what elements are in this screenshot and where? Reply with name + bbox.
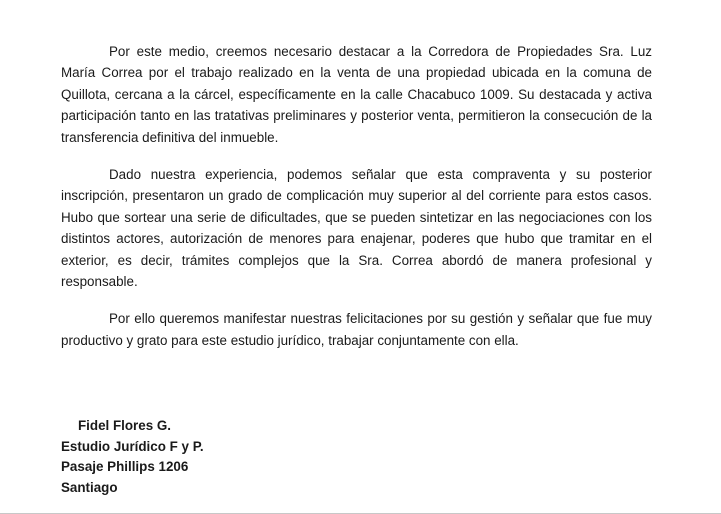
signature-firm: Estudio Jurídico F y P. [61,438,204,454]
paragraph-closing: Por ello queremos manifestar nuestras felicitaciones por su gestión y señalar que fue muy productivo y grato para este estudio jurídico, trabajar conjuntamente con ella. [61,311,652,348]
letter-body [61,41,652,367]
signature-name: Fidel Flores G. [78,418,172,433]
paragraph-experience: Dado nuestra experiencia, podemos señalar que esta compraventa y su posterior inscripción, presentaron un grado de complicación muy superior al del corriente para estos casos. Hubo que sortear una serie de dificultades, que se pueden sintetizar en las negociaciones con los distintos actores, autorización de menores para enajenar, poderes que hubo que tramitar en el exterior, es decir, trámites complejos que la Sra. Correa abordó de manera profesional y responsable. [61,167,652,290]
signature-address: Pasaje Phillips 1206 [61,459,189,475]
signature-block [61,416,204,498]
paragraph-intro: Por este medio, creemos necesario destacar a la Corredora de Propiedades Sra. Luz María Correa por el trabajo realizado en la venta de una propiedad ubicada en la comuna de Quillota, cercana a la cárcel, específicamente en la calle Chacabuco 1009. Su destacada y activa participación tanto en las tratativas preliminares y posterior venta, permitieron la consecución de la transferencia definitiva del inmueble. [61,44,652,145]
signature-city: Santiago [61,479,118,495]
